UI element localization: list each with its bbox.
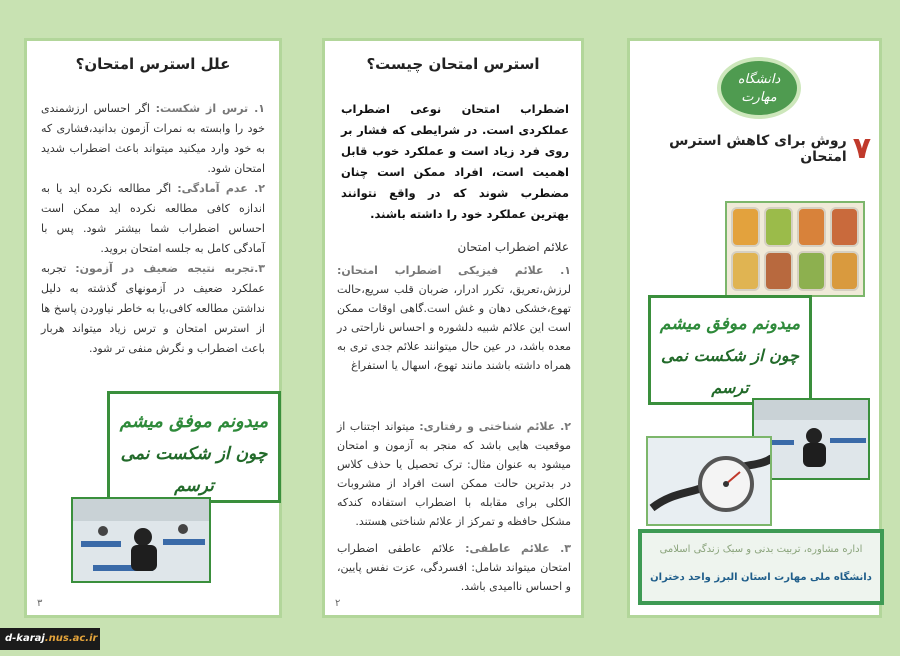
symptoms-list-2 — [337, 417, 571, 596]
list-item: ۳.تجربه نتیجه ضعیف در آزمون: تجربه عملکرد ضعیف در آزمونهای گذشته به دلیل نداشتن مطالعه کافی،یا به خاطر نیاوردن پاسخ ها از استرس امتحان و ترس زیاد میتواند هربار باعث اضطراب و نگرش منفی تر شود. — [41, 262, 265, 355]
healthy-food-photo — [725, 201, 865, 297]
panel-what-is-stress — [322, 38, 584, 618]
list-item: ۲. عدم آمادگی: اگر مطالعه نکرده اید یا به اندازه کافی مطالعه نکرده اید ممکن است احساس اضطراب شما بیشتر شود. پس با آمادگی کامل به جلسه امتحان بروید. — [41, 182, 265, 255]
list-item: ۲. علائم شناختی و رفتاری: میتواند اجتناب از موقعیت هایی باشد که منجر به آزمون و امتحان میشود به عنوان مثال: ترک تحصیل یا حذف کلاس در بدترین حالت ممکن است افراد از مشروبات الکلی برای مقابله با اضطراب استفاده کندکه مشکل حافظه و تمرکز از علائم شناختی هستند. — [337, 420, 572, 528]
heading-text: روش برای کاهش استرس امتحان — [669, 132, 847, 165]
page-number: ۳ — [37, 598, 43, 609]
classroom-illustration — [73, 499, 211, 583]
cover-heading — [638, 131, 871, 166]
exam-hall-photo — [71, 497, 211, 583]
calligraphy-box: میدونم موفق میشم چون از شکست نمی ترسم — [107, 391, 281, 503]
heading-number: ۷ — [852, 131, 871, 166]
list-item: ۱. علائم فیزیکی اضطراب امتحان: لرزش،تعریق، تکرر ادرار، ضربان قلب سریع،حالت تهوع،خشکی دهان و غش است.گاهی اوقات ممکن است این علائم شبیه دلشوره و احساس ناراحتی در معده باشد، در عین حال میتوانند علائم جدی تری به همراه داشته باشند مانند تهوع، اسهال یا استفراغ — [337, 264, 571, 372]
panel-title: استرس امتحان چیست؟ — [366, 55, 540, 73]
intro-paragraph: اضطراب امتحان نوعی اضطراب عملکردی است. در شرایطی که فشار بر روی فرد زیاد است و عملکرد خوب قابل اهمیت است، افراد ممکن است چنان مضطرب شوند که در واقع نتوانند بهترین عملکرد خود را داشته باشند. — [341, 102, 569, 221]
footer-department: اداره مشاوره، تربیت بدنی و سبک زندگی اسلامی — [659, 544, 863, 555]
university-logo: دانشگاه مهارت — [717, 57, 801, 119]
causes-list — [41, 99, 265, 359]
symptoms-subtitle: علائم اضطراب امتحان — [457, 240, 569, 254]
footer-box — [638, 529, 884, 605]
blood-pressure-photo — [646, 436, 772, 526]
list-item: ۳. علائم عاطفی: علائم عاطفی اضطراب امتحان میتواند شامل: افسردگی، عزت نفس پایین، و احساس ناامیدی باشد. — [337, 542, 571, 593]
site-watermark: d-karaj.nus.ac.ir — [0, 628, 100, 650]
calligraphy-box: میدونم موفق میشم چون از شکست نمی ترسم — [648, 295, 812, 405]
panel-title: علل استرس امتحان؟ — [75, 55, 231, 73]
list-item: ۱. ترس از شکست: اگر احساس ارزشمندی خود را وابسته به نمرات آزمون بدانید،فشاری که به خود وارد میکنید میتواند باعث اضطراب شدید امتحان شود. — [41, 102, 266, 175]
symptoms-list-1 — [337, 261, 571, 375]
gauge-icon — [648, 438, 772, 526]
panel-causes — [24, 38, 282, 618]
panel-cover — [627, 38, 882, 618]
footer-university: دانشگاه ملی مهارت استان البرز واحد دختران — [650, 572, 872, 583]
page-number: ۲ — [335, 598, 341, 609]
